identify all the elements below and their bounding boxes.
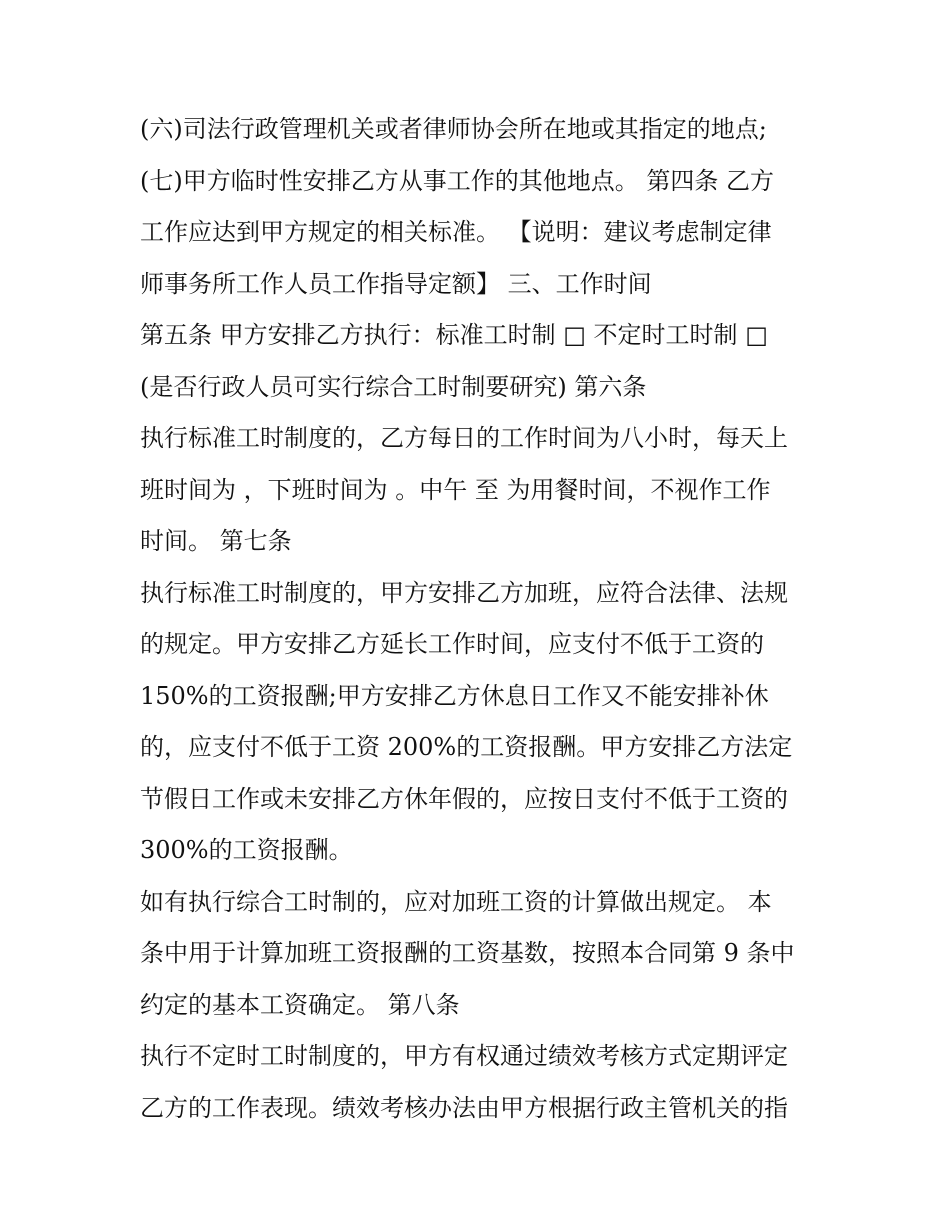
text-line: 时间。 第七条 [140,527,292,555]
text-line: 执行标准工时制度的，乙方每日的工作时间为八小时，每天上 [140,424,788,452]
text-line: 执行标准工时制度的，甲方安排乙方加班，应符合法律、法规 [140,578,788,607]
text-line: 300%的工资报酬。 [140,836,353,864]
text-line: 的，应支付不低于工资 200%的工资报酬。甲方安排乙方法定 [140,733,793,761]
document-page [140,104,820,1134]
text-line: 工作应达到甲方规定的相关标准。 【说明：建议考虑制定律 [140,218,772,246]
text-line: 第五条 甲方安排乙方执行：标准工时制 □ 不定时工时制 □ [140,321,768,349]
text-line: 150%的工资报酬;甲方安排乙方休息日工作又不能安排补休 [140,681,769,710]
text-line: 执行不定时工时制度的，甲方有权通过绩效考核方式定期评定 [140,1042,788,1070]
text-line: 条中用于计算加班工资报酬的工资基数，按照本合同第 9 条中 [140,939,795,967]
text-line: 如有执行综合工时制的，应对加班工资的计算做出规定。 本 [140,887,772,916]
text-line: (七)甲方临时性安排乙方从事工作的其他地点。 第四条 乙方 [140,166,774,195]
text-line: (六)司法行政管理机关或者律师协会所在地或其指定的地点; [140,115,767,143]
text-line: (是否行政人员可实行综合工时制要研究) 第六条 [140,372,647,401]
text-line: 乙方的工作表现。绩效考核办法由甲方根据行政主管机关的指 [140,1093,788,1122]
text-line: 师事务所工作人员工作指导定额】 三、工作时间 [140,269,652,298]
text-line: 约定的基本工资确定。 第八条 [140,990,460,1019]
text-line: 的规定。甲方安排乙方延长工作时间，应支付不低于工资的 [140,630,764,658]
text-line: 节假日工作或未安排乙方休年假的，应按日支付不低于工资的 [140,784,788,813]
text-line: 班时间为 ，下班时间为 。中午 至 为用餐时间，不视作工作 [140,475,771,504]
